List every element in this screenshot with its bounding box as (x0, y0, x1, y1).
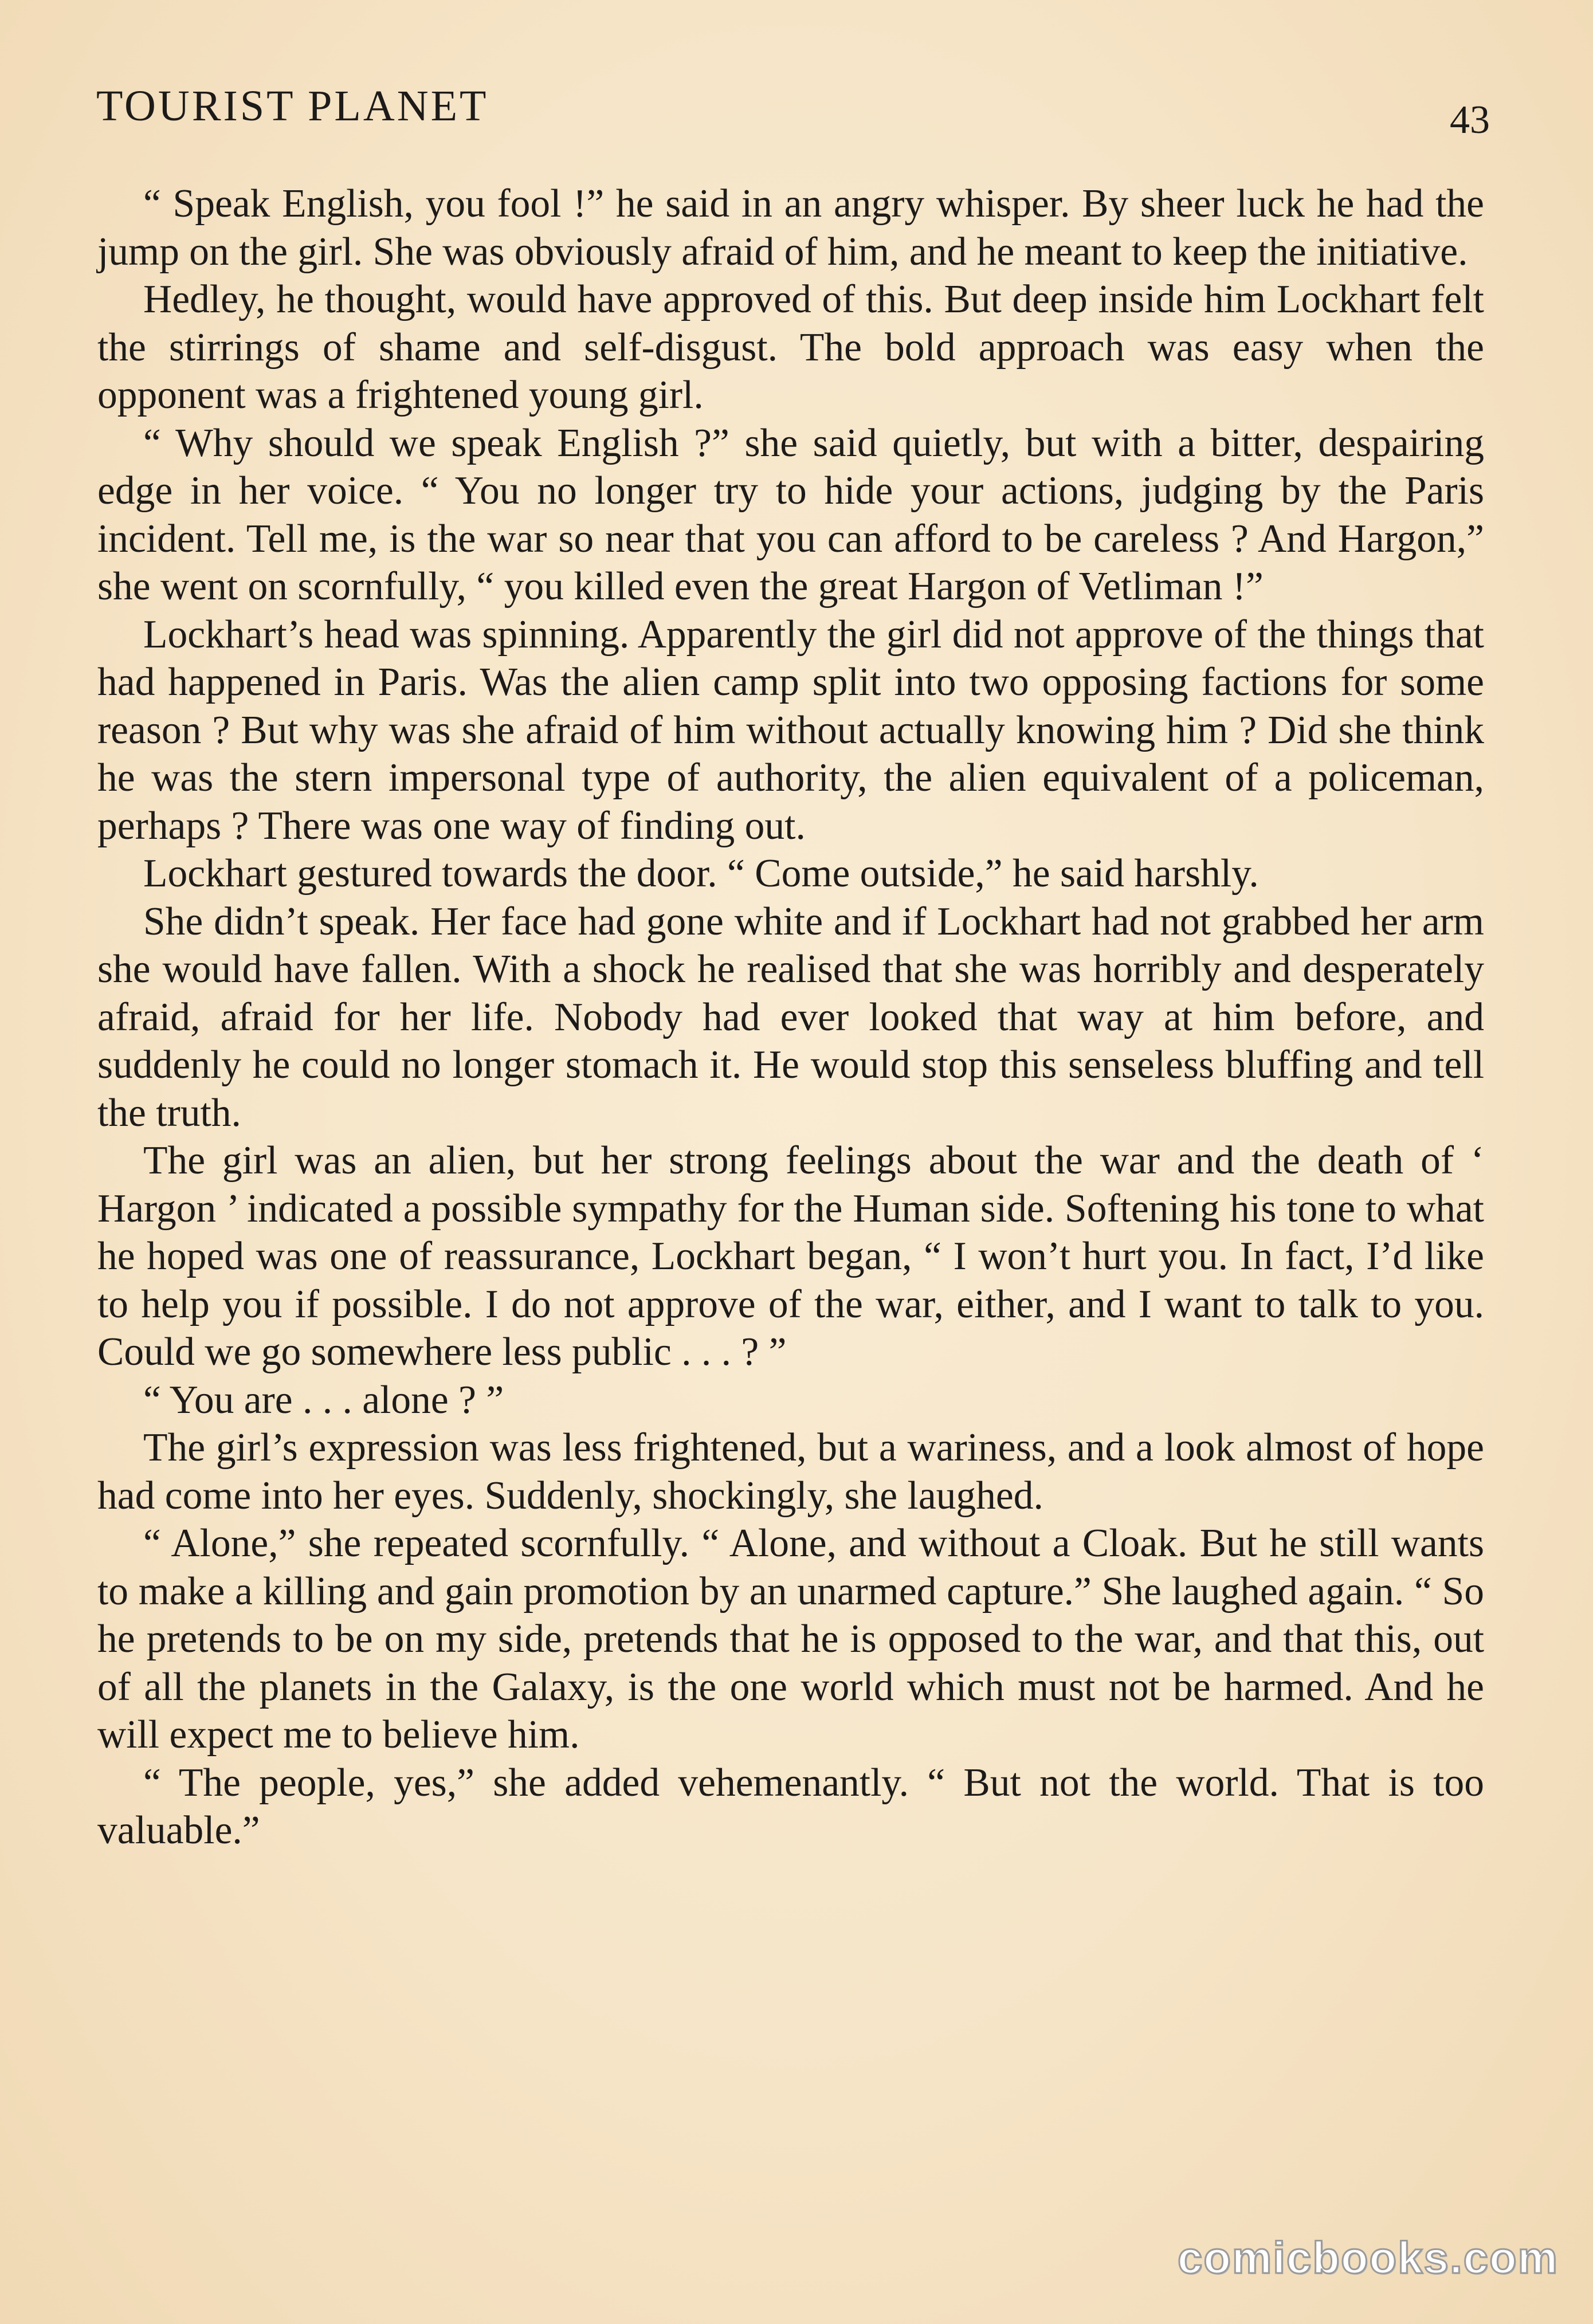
paragraph-6: She didn’t speak. Her face had gone white and if Lockhart had not grabbed her arm she would have fallen. With a shock he realised that she was horribly and desperately afraid, afraid for her life. Nobody had ever looked that way at him before, and suddenly he could no longer stomach it. He would stop this senseless bluffing and tell the truth. (97, 899, 1484, 1135)
paragraph-2: Hedley, he thought, would have approved of this. But deep inside him Lockhart felt the stirrings of shame and self-disgust. The bold approach was easy when the opponent was a frightened young girl. (97, 277, 1484, 417)
paragraph-8: “ You are . . . alone ? ” (143, 1377, 504, 1422)
paragraph-1: “ Speak English, you fool !” he said in an angry whisper. By sheer luck he had the jump on the girl. She was obviously afraid of him, and he meant to keep the initiative. (97, 182, 1484, 274)
paragraph-3: “ Why should we speak English ?” she said quietly, but with a bitter, despairing edge in her voice. “ You no longer try to hide your actions, judging by the Paris incident. Tell me, is the war so near that you can afford to be careless ? And Hargon,” she went on scornfully, “ you killed even the great Hargon of Vetliman !” (97, 421, 1484, 609)
body-text (97, 180, 1484, 1855)
paragraph-5: Lockhart gestured towards the door. “ Come outside,” he said harshly. (143, 851, 1259, 896)
watermark: comicbooks.com (1177, 2232, 1559, 2283)
paragraph-4: Lockhart’s head was spinning. Apparently the girl did not approve of the things that had happened in Paris. Was the alien camp split into two opposing factions for some reason ? But why was she afraid of him without actually knowing him ? Did she think he was the stern impersonal type of authority, the alien equivalent of a policeman, perhaps ? There was one way of finding out. (97, 612, 1484, 848)
book-title: TOURIST PLANET (96, 82, 489, 130)
running-head (92, 74, 1490, 160)
page-number: 43 (1450, 98, 1490, 142)
paragraph-11: “ The people, yes,” she added vehemenantly. “ But not the world. That is too valuable.” (97, 1760, 1484, 1852)
paragraph-10: “ Alone,” she repeated scornfully. “ Alone, and without a Cloak. But he still wants to make a killing and gain promotion by an unarmed capture.” She laughed again. “ So he pretends to be on my side, pretends that he is opposed to the war, and that this, out of all the planets in the Galaxy, is the one world which must not be harmed. And he will expect me to believe him. (97, 1521, 1484, 1757)
paragraph-7: The girl was an alien, but her strong feelings about the war and the death of ‘ Hargon ’ indicated a possible sympathy for the Human side. Softening his tone to what he hoped was one of reassurance, Lockhart began, “ I won’t hurt you. In fact, I’d like to help you if possible. I do not approve of the war, either, and I want to talk to you. Could we go somewhere less public . . . ? ” (97, 1139, 1484, 1374)
paragraph-9: The girl’s expression was less frightened, but a wariness, and a look almost of hope had come into her eyes. Suddenly, shockingly, she laughed. (97, 1426, 1484, 1518)
book-page (92, 74, 1490, 2309)
